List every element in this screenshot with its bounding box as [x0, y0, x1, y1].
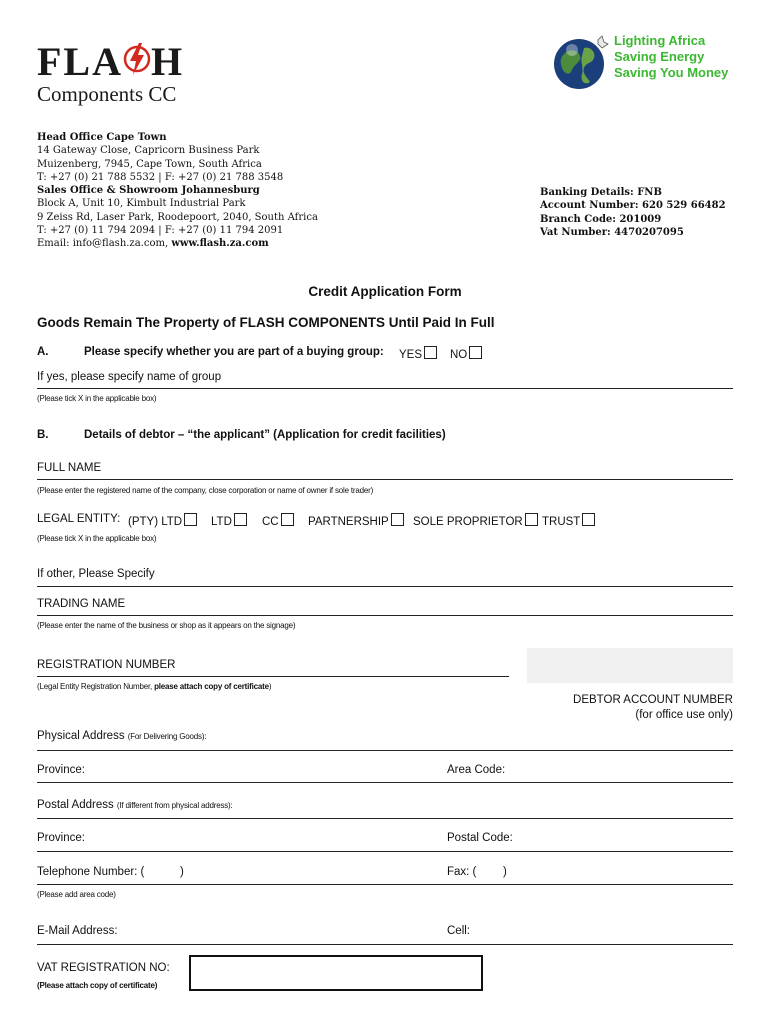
sales-office-title: Sales Office & Showroom Johannesburg	[37, 185, 260, 197]
vat-registration-input[interactable]	[189, 955, 483, 991]
section-a-letter: A.	[37, 346, 49, 358]
sales-office-line-2: 9 Zeiss Rd, Laser Park, Roodepoort, 2040, South Africa	[37, 211, 318, 223]
legal-option-label: TRUST	[542, 516, 581, 528]
debtor-account-line-1: DEBTOR ACCOUNT NUMBER	[573, 694, 733, 706]
province-line-2[interactable]	[37, 851, 733, 852]
logo-word-left: FLA	[37, 39, 123, 84]
postal-address-line[interactable]	[37, 818, 733, 819]
physical-address-text: Physical Address	[37, 730, 125, 742]
postal-address-note: (If different from physical address):	[116, 801, 233, 810]
form-title: Credit Application Form	[308, 284, 462, 299]
section-a-note: (Please tick X in the applicable box)	[37, 394, 157, 403]
legal-option-label: SOLE PROPRIETOR	[413, 516, 523, 528]
sole-proprietor-checkbox[interactable]	[525, 513, 538, 526]
head-office-line-1: 14 Gateway Close, Capricorn Business Park	[37, 145, 260, 157]
if-other-line[interactable]	[37, 586, 733, 587]
lightning-bolt-icon	[123, 40, 151, 74]
legal-entity-note: (Please tick X in the applicable box)	[37, 534, 157, 543]
group-name-line[interactable]	[37, 388, 733, 389]
province-label-1: Province:	[37, 764, 85, 776]
legal-option-partnership[interactable]	[308, 513, 404, 528]
banking-line-1: Banking Details: FNB	[540, 187, 662, 198]
full-name-note: (Please enter the registered name of the company, close corporation or name of owner if sole trader)	[37, 486, 374, 495]
banking-line-3: Branch Code: 201009	[540, 213, 662, 225]
legal-option-trust[interactable]	[542, 513, 595, 528]
section-b-letter: B.	[37, 429, 49, 441]
legal-option-sole-proprietor[interactable]	[413, 513, 538, 528]
full-name-label: FULL NAME	[37, 462, 102, 474]
registration-number-label: REGISTRATION NUMBER	[37, 659, 176, 671]
legal-entity-label: LEGAL ENTITY:	[37, 513, 121, 525]
yes-checkbox[interactable]	[424, 346, 437, 359]
partnership-checkbox[interactable]	[391, 513, 404, 526]
vat-note: (Please attach copy of certificate)	[37, 981, 158, 990]
ltd-checkbox[interactable]	[234, 513, 247, 526]
trading-name-line[interactable]	[37, 615, 733, 616]
globe-icon	[552, 34, 610, 92]
office-addresses	[37, 131, 367, 251]
registration-number-line[interactable]	[37, 676, 509, 677]
legal-option-label: (PTY) LTD	[128, 516, 183, 528]
if-other-label: If other, Please Specify	[37, 568, 155, 580]
sales-office-web[interactable]: www.flash.za.com	[171, 238, 269, 250]
sales-office-email[interactable]: Email: info@flash.za.com,	[37, 238, 169, 250]
yes-label: YES	[399, 349, 423, 361]
banking-details	[540, 186, 740, 239]
head-office-line-3: T: +27 (0) 21 788 5532 | F: +27 (0) 21 788 3548	[37, 171, 284, 183]
legal-option-pty-ltd[interactable]	[128, 513, 197, 528]
registration-note-a: (Legal Entity Registration Number,	[37, 682, 153, 691]
group-name-label: If yes, please specify name of group	[37, 371, 222, 383]
full-name-line[interactable]	[37, 479, 733, 480]
postal-address-text: Postal Address	[37, 799, 114, 811]
cell-label: Cell:	[447, 925, 471, 937]
physical-address-label	[37, 730, 206, 742]
province-line-1[interactable]	[37, 782, 733, 783]
banking-line-4: Vat Number: 4470207095	[540, 226, 684, 238]
trust-checkbox[interactable]	[582, 513, 595, 526]
debtor-account-caption	[573, 693, 733, 723]
province-label-2: Province:	[37, 832, 85, 844]
registration-note	[37, 682, 271, 691]
registration-note-c: )	[268, 682, 272, 691]
head-office-line-2: Muizenberg, 7945, Cape Town, South Africa	[37, 158, 262, 170]
physical-address-line[interactable]	[37, 750, 733, 751]
debtor-account-number-box	[527, 648, 733, 683]
pty-ltd-checkbox[interactable]	[184, 513, 197, 526]
email-line[interactable]	[37, 944, 733, 945]
yes-option[interactable]	[399, 346, 437, 361]
company-logo	[37, 38, 237, 110]
trading-name-label: TRADING NAME	[37, 598, 126, 610]
telephone-close-paren: )	[180, 866, 184, 878]
legal-option-ltd[interactable]	[211, 513, 247, 528]
form-subtitle: Goods Remain The Property of FLASH COMPONENTS Until Paid In Full	[37, 315, 495, 330]
legal-option-label: PARTNERSHIP	[308, 516, 389, 528]
section-a-question: Please specify whether you are part of a buying group:	[84, 346, 384, 358]
logo-word-right: H	[151, 39, 185, 84]
trading-name-note: (Please enter the name of the business or shop as it appears on the signage)	[37, 621, 296, 630]
legal-option-cc[interactable]	[262, 513, 294, 528]
no-checkbox[interactable]	[469, 346, 482, 359]
telephone-label: Telephone Number: (	[37, 866, 145, 878]
sales-office-line-3: T: +27 (0) 11 794 2094 | F: +27 (0) 11 794 2091	[37, 225, 284, 237]
tagline-line-1: Lighting Africa	[614, 33, 706, 48]
legal-option-label: CC	[262, 516, 279, 528]
telephone-line[interactable]	[37, 884, 733, 885]
tagline-line-3: Saving You Money	[614, 65, 729, 80]
fax-close-paren: )	[503, 866, 507, 878]
email-label: E-Mail Address:	[37, 925, 118, 937]
section-b-title: Details of debtor – “the applicant” (Application for credit facilities)	[84, 429, 446, 441]
legal-option-label: LTD	[211, 516, 232, 528]
banking-line-2: Account Number: 620 529 66482	[540, 200, 726, 212]
fax-label: Fax: (	[447, 866, 477, 878]
postal-code-label: Postal Code:	[447, 832, 513, 844]
head-office-title: Head Office Cape Town	[37, 132, 167, 143]
no-label: NO	[450, 349, 468, 361]
vat-registration-label: VAT REGISTRATION NO:	[37, 962, 170, 974]
sales-office-line-1: Block A, Unit 10, Kimbult Industrial Park	[37, 198, 246, 210]
cc-checkbox[interactable]	[281, 513, 294, 526]
postal-address-label	[37, 799, 233, 811]
registration-note-b: please attach copy of certificate	[154, 682, 269, 691]
area-code-label: Area Code:	[447, 764, 506, 776]
physical-address-note: (For Delivering Goods):	[127, 732, 207, 741]
tagline-line-2: Saving Energy	[614, 49, 705, 64]
area-code-note: (Please add area code)	[37, 890, 116, 899]
no-option[interactable]	[450, 346, 482, 361]
debtor-account-line-2: (for office use only)	[635, 709, 733, 721]
logo-subtitle: Components CC	[37, 82, 177, 106]
